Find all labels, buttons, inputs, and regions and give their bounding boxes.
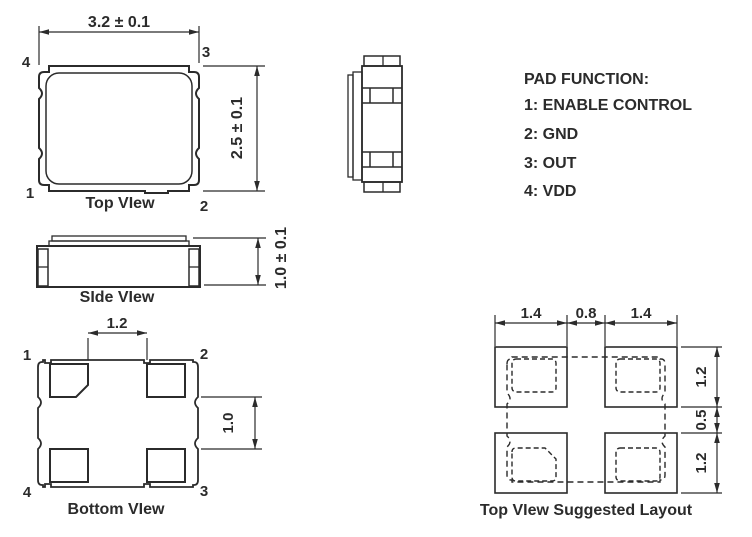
layout-component-pad-bottom-right-dashed [616,448,660,481]
top-view-width-dim-text: 3.2 ± 0.1 [87,14,151,31]
top-view-outline [39,66,199,193]
top-view [22,14,265,215]
pad-function-item-1: 1: ENABLE CONTROL [524,97,692,114]
layout-land-pad-top-right [605,347,677,407]
layout-land-pad-bottom-left [495,433,567,493]
side-view-body [37,246,200,287]
layout-dim-top-height: 1.2 [693,366,710,388]
arrowhead-up-icon [255,238,261,248]
end-view-lower-pad-band [362,152,402,167]
top-view-label: Top VIew [85,195,155,212]
top-view-width-dimension-lines [39,26,199,65]
layout-dim-right-width: 1.4 [630,305,652,322]
bottom-view-label: Bottom VIew [67,501,165,518]
bottom-view-pad-4 [50,449,88,482]
top-view-pin-1: 1 [25,185,35,202]
top-view-pin-3: 3 [201,44,211,61]
bottom-view-pin-4: 4 [22,484,32,501]
bottom-view-pad-1-chamfered [50,364,88,397]
bottom-view-pin-1: 1 [22,347,32,364]
layout-component-pad-top-right-dashed [616,359,660,392]
bottom-view-pin-2: 2 [199,346,209,363]
end-view-bottom-cap [364,182,400,192]
end-view [348,56,402,192]
end-view-lid-strip-inner [348,75,353,177]
arrowhead-left-icon [88,330,98,336]
bottom-view-gap-h-text: 1.2 [106,315,128,332]
layout-dim-left-width: 1.4 [520,305,542,322]
side-view-label: SIde VIew [79,289,155,306]
end-view-top-cap [364,56,400,66]
layout-component-pad-top-left-dashed [512,359,556,392]
layout-dim-center-gap: 0.8 [575,305,597,322]
pad-function-item-2: 2: GND [524,126,579,143]
top-view-pin-4: 4 [21,54,31,71]
bottom-view-outline [38,360,198,487]
bottom-view-pin-3: 3 [199,483,209,500]
bottom-view [23,315,262,518]
end-view-upper-pad-band [362,88,402,103]
layout-dim-bottom-height: 1.2 [693,452,710,474]
pad-function-item-3: 3: OUT [524,155,577,172]
side-view-lid-top [52,236,186,241]
arrowhead-up-icon [254,66,260,76]
layout-view-label: Top VIew Suggested Layout [479,502,693,519]
bottom-view-pad-2 [147,364,185,397]
pad-function-item-4: 4: VDD [524,183,577,200]
arrowhead-right-icon [189,29,199,35]
layout-component-outline-dashed [507,357,665,482]
arrowhead-down-icon [254,181,260,191]
side-view-height-dimension-lines [193,238,266,285]
top-view-pin-2: 2 [199,198,209,215]
pad-function-block [524,71,692,200]
arrowhead-up-icon [252,397,258,407]
bottom-view-gap-h-dimension-lines [88,333,147,360]
arrowhead-right-icon [137,330,147,336]
arrowhead-left-icon [39,29,49,35]
layout-view [480,305,722,519]
top-view-height-dim-text: 2.5 ± 0.1 [229,96,246,160]
side-view-height-dim-text: 1.0 ± 0.1 [273,226,290,290]
layout-dim-middle-gap: 0.5 [693,409,710,431]
pad-function-title: PAD FUNCTION: [524,71,650,88]
arrowhead-down-icon [252,439,258,449]
arrowhead-down-icon [255,275,261,285]
end-view-lid-strip-outer [353,72,362,180]
bottom-view-gap-v-text: 1.0 [220,412,237,434]
layout-component-pad-bottom-left-dashed-pin1 [512,448,556,481]
side-view [37,227,290,306]
top-view-lid-inner-line [46,73,192,184]
end-view-body [362,66,402,182]
bottom-view-pad-3 [147,449,185,482]
